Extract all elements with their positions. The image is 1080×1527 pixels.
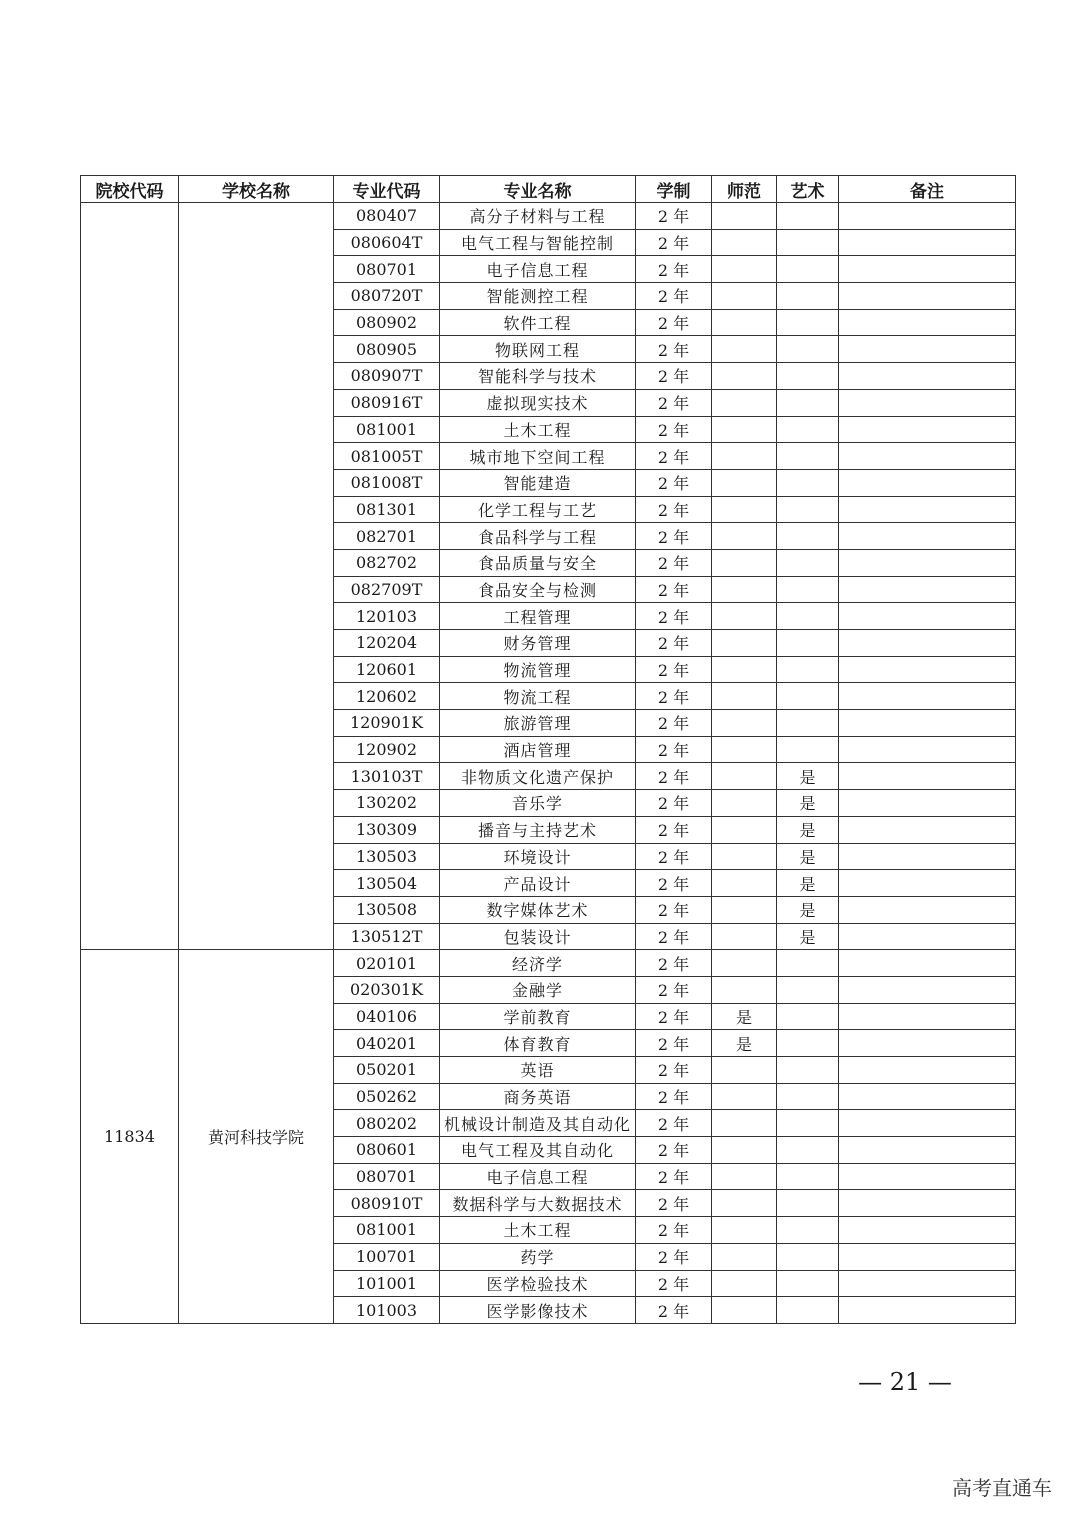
duration-cell: 2 年 [636, 549, 712, 576]
art-cell [777, 976, 839, 1003]
art-cell: 是 [777, 870, 839, 897]
major-name-cell: 数据科学与大数据技术 [440, 1190, 636, 1217]
duration-cell: 2 年 [636, 443, 712, 470]
major-code-cell: 120901K [334, 710, 440, 737]
major-code-cell: 080604T [334, 229, 440, 256]
major-code-cell: 020101 [334, 950, 440, 977]
major-code-cell: 080905 [334, 336, 440, 363]
note-cell [839, 256, 1016, 283]
normal-cell [712, 469, 777, 496]
duration-cell: 2 年 [636, 950, 712, 977]
duration-cell: 2 年 [636, 1297, 712, 1324]
major-code-cell: 081008T [334, 469, 440, 496]
duration-cell: 2 年 [636, 469, 712, 496]
duration-cell: 2 年 [636, 1083, 712, 1110]
major-name-cell: 化学工程与工艺 [440, 496, 636, 523]
note-cell [839, 203, 1016, 230]
note-cell [839, 576, 1016, 603]
major-code-cell: 082702 [334, 549, 440, 576]
note-cell [839, 763, 1016, 790]
note-cell [839, 976, 1016, 1003]
duration-cell: 2 年 [636, 523, 712, 550]
major-name-cell: 电子信息工程 [440, 1163, 636, 1190]
header-note: 备注 [839, 176, 1016, 203]
note-cell [839, 389, 1016, 416]
normal-cell [712, 1083, 777, 1110]
major-name-cell: 电气工程与智能控制 [440, 229, 636, 256]
normal-cell [712, 1137, 777, 1164]
normal-cell [712, 976, 777, 1003]
art-cell [777, 1270, 839, 1297]
art-cell [777, 416, 839, 443]
major-code-cell: 120103 [334, 603, 440, 630]
major-name-cell: 经济学 [440, 950, 636, 977]
note-cell [839, 1083, 1016, 1110]
major-name-cell: 食品科学与工程 [440, 523, 636, 550]
normal-cell [712, 1217, 777, 1244]
school-code-cell [81, 203, 179, 950]
normal-cell [712, 1163, 777, 1190]
normal-cell [712, 950, 777, 977]
normal-cell [712, 683, 777, 710]
normal-cell [712, 256, 777, 283]
duration-cell: 2 年 [636, 1163, 712, 1190]
note-cell [839, 336, 1016, 363]
normal-cell [712, 283, 777, 310]
major-name-cell: 音乐学 [440, 790, 636, 817]
duration-cell: 2 年 [636, 1190, 712, 1217]
major-code-cell: 040106 [334, 1003, 440, 1030]
major-code-cell: 080202 [334, 1110, 440, 1137]
major-name-cell: 非物质文化遗产保护 [440, 763, 636, 790]
normal-cell [712, 1110, 777, 1137]
major-code-cell: 130508 [334, 896, 440, 923]
major-name-cell: 物流工程 [440, 683, 636, 710]
normal-cell [712, 630, 777, 657]
note-cell [839, 1270, 1016, 1297]
note-cell [839, 1057, 1016, 1084]
duration-cell: 2 年 [636, 816, 712, 843]
note-cell [839, 229, 1016, 256]
note-cell [839, 363, 1016, 390]
duration-cell: 2 年 [636, 710, 712, 737]
major-code-cell: 080910T [334, 1190, 440, 1217]
normal-cell [712, 896, 777, 923]
duration-cell: 2 年 [636, 1057, 712, 1084]
normal-cell [712, 816, 777, 843]
duration-cell: 2 年 [636, 203, 712, 230]
major-code-cell: 080701 [334, 256, 440, 283]
major-code-cell: 081301 [334, 496, 440, 523]
note-cell [839, 1190, 1016, 1217]
header-major-code: 专业代码 [334, 176, 440, 203]
normal-cell [712, 870, 777, 897]
duration-cell: 2 年 [636, 896, 712, 923]
majors-table [80, 175, 1016, 1324]
normal-cell [712, 336, 777, 363]
duration-cell: 2 年 [636, 630, 712, 657]
major-name-cell: 商务英语 [440, 1083, 636, 1110]
major-code-cell: 081001 [334, 1217, 440, 1244]
normal-cell [712, 736, 777, 763]
page-number: — 21 — [858, 1368, 952, 1396]
major-name-cell: 智能科学与技术 [440, 363, 636, 390]
note-cell [839, 496, 1016, 523]
duration-cell: 2 年 [636, 1030, 712, 1057]
normal-cell [712, 229, 777, 256]
major-name-cell: 电气工程及其自动化 [440, 1137, 636, 1164]
art-cell: 是 [777, 896, 839, 923]
duration-cell: 2 年 [636, 256, 712, 283]
normal-cell [712, 1057, 777, 1084]
major-code-cell: 081001 [334, 416, 440, 443]
header-school-code: 院校代码 [81, 176, 179, 203]
duration-cell: 2 年 [636, 416, 712, 443]
duration-cell: 2 年 [636, 976, 712, 1003]
art-cell [777, 656, 839, 683]
major-code-cell: 130512T [334, 923, 440, 950]
normal-cell [712, 443, 777, 470]
art-cell [777, 1297, 839, 1324]
art-cell [777, 363, 839, 390]
art-cell [777, 256, 839, 283]
normal-cell [712, 416, 777, 443]
major-name-cell: 智能建造 [440, 469, 636, 496]
major-name-cell: 财务管理 [440, 630, 636, 657]
note-cell [839, 603, 1016, 630]
note-cell [839, 1137, 1016, 1164]
major-name-cell: 物流管理 [440, 656, 636, 683]
art-cell [777, 336, 839, 363]
major-code-cell: 080907T [334, 363, 440, 390]
major-name-cell: 金融学 [440, 976, 636, 1003]
note-cell [839, 736, 1016, 763]
note-cell [839, 1110, 1016, 1137]
art-cell [777, 469, 839, 496]
art-cell [777, 683, 839, 710]
normal-cell [712, 1297, 777, 1324]
art-cell [777, 1110, 839, 1137]
major-code-cell: 080701 [334, 1163, 440, 1190]
art-cell: 是 [777, 763, 839, 790]
major-name-cell: 食品安全与检测 [440, 576, 636, 603]
duration-cell: 2 年 [636, 923, 712, 950]
major-name-cell: 机械设计制造及其自动化 [440, 1110, 636, 1137]
major-name-cell: 包装设计 [440, 923, 636, 950]
art-cell [777, 203, 839, 230]
duration-cell: 2 年 [636, 1243, 712, 1270]
major-code-cell: 040201 [334, 1030, 440, 1057]
major-name-cell: 药学 [440, 1243, 636, 1270]
major-code-cell: 020301K [334, 976, 440, 1003]
major-name-cell: 虚拟现实技术 [440, 389, 636, 416]
duration-cell: 2 年 [636, 1003, 712, 1030]
art-cell [777, 523, 839, 550]
art-cell [777, 1083, 839, 1110]
duration-cell: 2 年 [636, 603, 712, 630]
header-normal: 师范 [712, 176, 777, 203]
major-name-cell: 土木工程 [440, 416, 636, 443]
art-cell [777, 389, 839, 416]
major-code-cell: 050262 [334, 1083, 440, 1110]
major-name-cell: 酒店管理 [440, 736, 636, 763]
major-code-cell: 082701 [334, 523, 440, 550]
note-cell [839, 416, 1016, 443]
normal-cell [712, 203, 777, 230]
major-name-cell: 工程管理 [440, 603, 636, 630]
note-cell [839, 870, 1016, 897]
art-cell [777, 1003, 839, 1030]
normal-cell [712, 309, 777, 336]
note-cell [839, 816, 1016, 843]
major-code-cell: 082709T [334, 576, 440, 603]
duration-cell: 2 年 [636, 736, 712, 763]
note-cell [839, 656, 1016, 683]
major-name-cell: 食品质量与安全 [440, 549, 636, 576]
major-code-cell: 080407 [334, 203, 440, 230]
normal-cell [712, 790, 777, 817]
art-cell [777, 443, 839, 470]
duration-cell: 2 年 [636, 656, 712, 683]
major-name-cell: 数字媒体艺术 [440, 896, 636, 923]
major-code-cell: 130503 [334, 843, 440, 870]
normal-cell [712, 496, 777, 523]
art-cell [777, 229, 839, 256]
duration-cell: 2 年 [636, 1217, 712, 1244]
major-name-cell: 学前教育 [440, 1003, 636, 1030]
duration-cell: 2 年 [636, 870, 712, 897]
normal-cell: 是 [712, 1003, 777, 1030]
duration-cell: 2 年 [636, 229, 712, 256]
major-name-cell: 英语 [440, 1057, 636, 1084]
major-code-cell: 100701 [334, 1243, 440, 1270]
header-major-name: 专业名称 [440, 176, 636, 203]
major-name-cell: 医学影像技术 [440, 1297, 636, 1324]
note-cell [839, 309, 1016, 336]
major-code-cell: 081005T [334, 443, 440, 470]
note-cell [839, 443, 1016, 470]
normal-cell [712, 1190, 777, 1217]
art-cell [777, 1243, 839, 1270]
note-cell [839, 1030, 1016, 1057]
note-cell [839, 683, 1016, 710]
header-duration: 学制 [636, 176, 712, 203]
art-cell [777, 1030, 839, 1057]
art-cell [777, 1137, 839, 1164]
normal-cell [712, 923, 777, 950]
major-code-cell: 130309 [334, 816, 440, 843]
major-code-cell: 120602 [334, 683, 440, 710]
art-cell: 是 [777, 843, 839, 870]
normal-cell [712, 363, 777, 390]
normal-cell [712, 763, 777, 790]
duration-cell: 2 年 [636, 1270, 712, 1297]
art-cell [777, 1217, 839, 1244]
major-code-cell: 120204 [334, 630, 440, 657]
art-cell: 是 [777, 790, 839, 817]
duration-cell: 2 年 [636, 389, 712, 416]
note-cell [839, 549, 1016, 576]
duration-cell: 2 年 [636, 363, 712, 390]
duration-cell: 2 年 [636, 336, 712, 363]
table-row [81, 203, 1016, 230]
art-cell [777, 496, 839, 523]
duration-cell: 2 年 [636, 496, 712, 523]
duration-cell: 2 年 [636, 763, 712, 790]
major-code-cell: 080720T [334, 283, 440, 310]
duration-cell: 2 年 [636, 309, 712, 336]
normal-cell [712, 710, 777, 737]
art-cell [777, 1057, 839, 1084]
art-cell [777, 283, 839, 310]
major-name-cell: 软件工程 [440, 309, 636, 336]
major-name-cell: 产品设计 [440, 870, 636, 897]
art-cell [777, 950, 839, 977]
header-art: 艺术 [777, 176, 839, 203]
major-name-cell: 智能测控工程 [440, 283, 636, 310]
major-code-cell: 080916T [334, 389, 440, 416]
table-body [81, 203, 1016, 1324]
normal-cell [712, 389, 777, 416]
note-cell [839, 523, 1016, 550]
normal-cell [712, 603, 777, 630]
major-name-cell: 环境设计 [440, 843, 636, 870]
art-cell [777, 630, 839, 657]
major-name-cell: 土木工程 [440, 1217, 636, 1244]
art-cell [777, 549, 839, 576]
note-cell [839, 1297, 1016, 1324]
major-name-cell: 体育教育 [440, 1030, 636, 1057]
note-cell [839, 843, 1016, 870]
art-cell [777, 1190, 839, 1217]
major-name-cell: 旅游管理 [440, 710, 636, 737]
watermark: 高考直通车 [952, 1476, 1052, 1500]
major-code-cell: 120902 [334, 736, 440, 763]
art-cell [777, 309, 839, 336]
header-school-name: 学校名称 [179, 176, 334, 203]
normal-cell [712, 576, 777, 603]
major-code-cell: 130103T [334, 763, 440, 790]
major-code-cell: 050201 [334, 1057, 440, 1084]
note-cell [839, 790, 1016, 817]
note-cell [839, 630, 1016, 657]
note-cell [839, 469, 1016, 496]
duration-cell: 2 年 [636, 790, 712, 817]
school-name-cell: 黄河科技学院 [179, 950, 334, 1324]
note-cell [839, 923, 1016, 950]
table-header-row [81, 176, 1016, 203]
note-cell [839, 950, 1016, 977]
major-code-cell: 101001 [334, 1270, 440, 1297]
art-cell: 是 [777, 816, 839, 843]
major-name-cell: 城市地下空间工程 [440, 443, 636, 470]
major-name-cell: 物联网工程 [440, 336, 636, 363]
duration-cell: 2 年 [636, 1137, 712, 1164]
normal-cell [712, 523, 777, 550]
art-cell [777, 710, 839, 737]
note-cell [839, 1163, 1016, 1190]
note-cell [839, 283, 1016, 310]
normal-cell [712, 549, 777, 576]
major-code-cell: 130504 [334, 870, 440, 897]
normal-cell: 是 [712, 1030, 777, 1057]
art-cell [777, 736, 839, 763]
art-cell [777, 576, 839, 603]
note-cell [839, 1243, 1016, 1270]
art-cell [777, 603, 839, 630]
duration-cell: 2 年 [636, 576, 712, 603]
normal-cell [712, 656, 777, 683]
major-code-cell: 130202 [334, 790, 440, 817]
art-cell: 是 [777, 923, 839, 950]
major-code-cell: 101003 [334, 1297, 440, 1324]
school-name-cell [179, 203, 334, 950]
major-code-cell: 120601 [334, 656, 440, 683]
school-code-cell: 11834 [81, 950, 179, 1324]
note-cell [839, 710, 1016, 737]
table-row [81, 950, 1016, 977]
normal-cell [712, 1243, 777, 1270]
major-name-cell: 高分子材料与工程 [440, 203, 636, 230]
major-code-cell: 080601 [334, 1137, 440, 1164]
art-cell [777, 1163, 839, 1190]
note-cell [839, 1003, 1016, 1030]
duration-cell: 2 年 [636, 683, 712, 710]
duration-cell: 2 年 [636, 843, 712, 870]
normal-cell [712, 843, 777, 870]
major-code-cell: 080902 [334, 309, 440, 336]
major-name-cell: 电子信息工程 [440, 256, 636, 283]
major-name-cell: 医学检验技术 [440, 1270, 636, 1297]
major-name-cell: 播音与主持艺术 [440, 816, 636, 843]
note-cell [839, 1217, 1016, 1244]
duration-cell: 2 年 [636, 1110, 712, 1137]
note-cell [839, 896, 1016, 923]
duration-cell: 2 年 [636, 283, 712, 310]
normal-cell [712, 1270, 777, 1297]
